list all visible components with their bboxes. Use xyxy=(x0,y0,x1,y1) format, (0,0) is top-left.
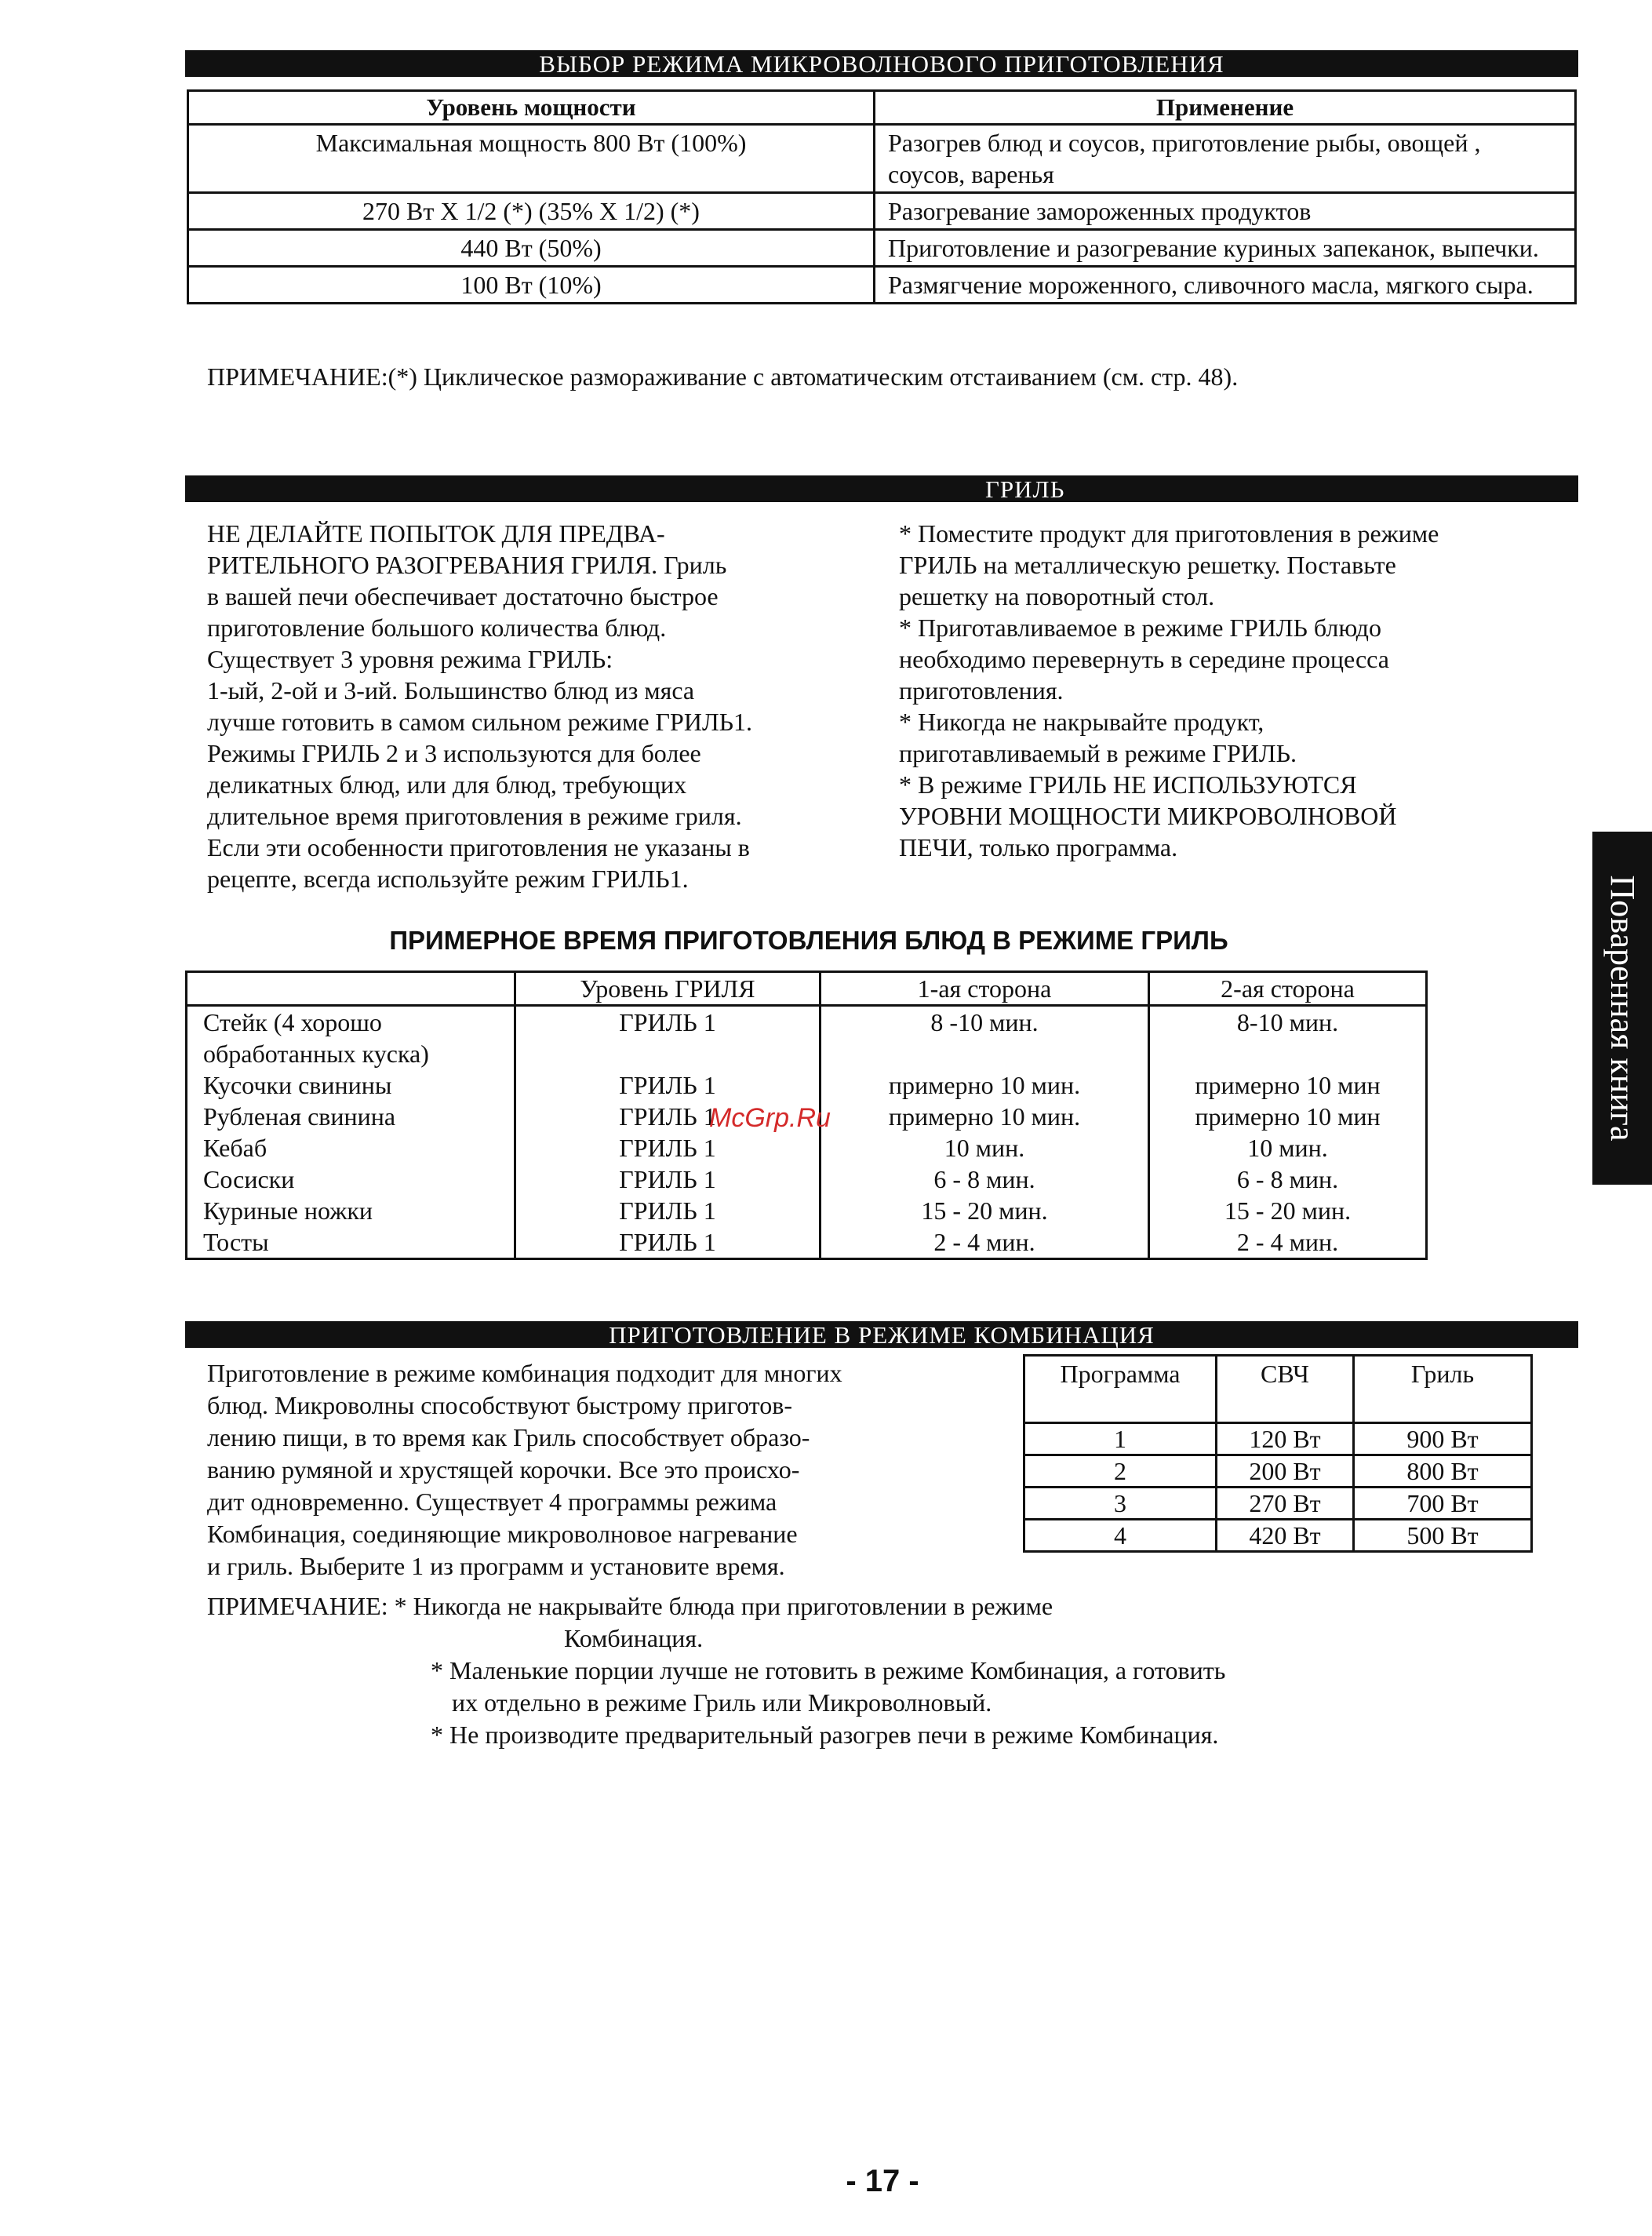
table-cell: примерно 10 мин. xyxy=(821,1069,1149,1101)
table-cell: Рубленая свинина xyxy=(187,1101,515,1132)
table-cell: ГРИЛЬ 1 xyxy=(515,1132,821,1164)
table-cell: 1 xyxy=(1024,1423,1217,1455)
table-cell: обработанных куска) xyxy=(187,1038,515,1069)
text-line: НЕ ДЕЛАЙТЕ ПОПЫТОК ДЛЯ ПРЕДВА- xyxy=(207,519,665,548)
table-row xyxy=(188,125,1576,193)
grill-section-title xyxy=(185,475,1578,502)
table-header: 2-ая сторона xyxy=(1149,972,1427,1006)
table-cell: 270 Вт X 1/2 (*) (35% X 1/2) (*) xyxy=(188,193,875,230)
table-row xyxy=(187,1195,1427,1226)
table-header: Уровень мощности xyxy=(188,91,875,125)
text-line: УРОВНИ МОЩНОСТИ МИКРОВОЛНОВОЙ xyxy=(899,802,1397,830)
text-line: Режимы ГРИЛЬ 2 и 3 используются для более xyxy=(207,739,701,767)
table-cell: 15 - 20 мин. xyxy=(821,1195,1149,1226)
table-row xyxy=(1024,1455,1532,1488)
table-cell: 10 мин. xyxy=(821,1132,1149,1164)
table-cell: 8-10 мин. xyxy=(1149,1006,1427,1039)
combo-description xyxy=(207,1357,992,1582)
table-cell: 440 Вт (50%) xyxy=(188,230,875,267)
table-cell: 420 Вт xyxy=(1217,1520,1354,1552)
table-cell: 100 Вт (10%) xyxy=(188,267,875,304)
table-cell: 900 Вт xyxy=(1354,1423,1532,1455)
text-line: Существует 3 уровня режима ГРИЛЬ: xyxy=(207,645,613,673)
text-line: и гриль. Выберите 1 из программ и установите время. xyxy=(207,1552,785,1580)
table-cell: Кебаб xyxy=(187,1132,515,1164)
table-cell xyxy=(1149,1038,1427,1069)
table-cell: 800 Вт xyxy=(1354,1455,1532,1488)
table-header: Программа xyxy=(1024,1356,1217,1423)
table-cell xyxy=(515,1038,821,1069)
table-cell: ГРИЛЬ 1 xyxy=(515,1195,821,1226)
table-header: СВЧ xyxy=(1217,1356,1354,1423)
table-row xyxy=(188,193,1576,230)
text-line: приготовление большого количества блюд. xyxy=(207,614,667,642)
table-row xyxy=(187,1226,1427,1259)
grill-right-column xyxy=(899,518,1558,863)
note-line: Комбинация. xyxy=(564,1624,704,1652)
text-line: приготовления. xyxy=(899,676,1064,705)
text-line: деликатных блюд, или для блюд, требующих xyxy=(207,770,687,799)
table-header: Уровень ГРИЛЯ xyxy=(515,972,821,1006)
table-cell: 2 xyxy=(1024,1455,1217,1488)
grill-section-label: ГРИЛЬ xyxy=(985,475,1065,503)
text-line: необходимо перевернуть в середине процесса xyxy=(899,645,1389,673)
table-cell: 200 Вт xyxy=(1217,1455,1354,1488)
table-cell: 8 -10 мин. xyxy=(821,1006,1149,1039)
text-line: ГРИЛЬ на металлическую решетку. Поставьте xyxy=(899,551,1396,579)
table-row xyxy=(187,1069,1427,1101)
table-row xyxy=(1024,1488,1532,1520)
text-line: рецепте, всегда используйте режим ГРИЛЬ1. xyxy=(207,865,689,893)
table-cell: 120 Вт xyxy=(1217,1423,1354,1455)
table-cell: Размягчение мороженного, сливочного масла, мягкого сыра. xyxy=(875,267,1576,304)
text-line: Если эти особенности приготовления не указаны в xyxy=(207,833,750,861)
text-line: решетку на поворотный стол. xyxy=(899,582,1215,610)
table-row xyxy=(1024,1520,1532,1552)
watermark: McGrp.Ru xyxy=(709,1103,831,1133)
grill-left-column xyxy=(207,518,882,894)
table-cell: ГРИЛЬ 1 xyxy=(515,1164,821,1195)
combo-section-title: ПРИГОТОВЛЕНИЕ В РЕЖИМЕ КОМБИНАЦИЯ xyxy=(185,1321,1578,1348)
side-tab xyxy=(1592,832,1652,1185)
text-line: длительное время приготовления в режиме гриля. xyxy=(207,802,742,830)
note-line: * Не производите предварительный разогрев печи в режиме Комбинация. xyxy=(431,1721,1219,1749)
table-cell: Тосты xyxy=(187,1226,515,1259)
table-cell: Приготовление и разогревание куриных запеканок, выпечки. xyxy=(875,230,1576,267)
power-level-table xyxy=(187,89,1577,304)
table-cell: Стейк (4 хорошо xyxy=(187,1006,515,1039)
table-cell: ГРИЛЬ 1 xyxy=(515,1226,821,1259)
table-cell: примерно 10 мин. xyxy=(821,1101,1149,1132)
table-cell: ГРИЛЬ 1 xyxy=(515,1006,821,1039)
text-line: ванию румяной и хрустящей корочки. Все это происхо- xyxy=(207,1455,800,1484)
table-cell: примерно 10 мин xyxy=(1149,1101,1427,1132)
table-cell: 4 xyxy=(1024,1520,1217,1552)
table-cell: Куриные ножки xyxy=(187,1195,515,1226)
text-line: лучше готовить в самом сильном режиме ГРИЛЬ1. xyxy=(207,708,753,736)
grill-table-title: ПРИМЕРНОЕ ВРЕМЯ ПРИГОТОВЛЕНИЯ БЛЮД В РЕЖИМЕ ГРИЛЬ xyxy=(389,926,1228,955)
table-cell: 6 - 8 мин. xyxy=(1149,1164,1427,1195)
combo-program-table xyxy=(1023,1354,1533,1553)
table-row xyxy=(187,1164,1427,1195)
table-cell: 10 мин. xyxy=(1149,1132,1427,1164)
table-cell: примерно 10 мин xyxy=(1149,1069,1427,1101)
table-cell: 2 - 4 мин. xyxy=(1149,1226,1427,1259)
note-line: ПРИМЕЧАНИЕ: * Никогда не накрывайте блюда при приготовлении в режиме xyxy=(207,1592,1053,1620)
table-cell: 15 - 20 мин. xyxy=(1149,1195,1427,1226)
text-line: * Приготавливаемое в режиме ГРИЛЬ блюдо xyxy=(899,614,1381,642)
table-cell: 700 Вт xyxy=(1354,1488,1532,1520)
table-row xyxy=(187,1132,1427,1164)
table-header xyxy=(187,972,515,1006)
table-cell: Разогрев блюд и соусов, приготовление рыбы, овощей , соусов, варенья xyxy=(875,125,1576,193)
text-line: Комбинация, соединяющие микроволновое нагревание xyxy=(207,1520,798,1548)
text-line: дит одновременно. Существует 4 программы режима xyxy=(207,1488,777,1516)
text-line: * Никогда не накрывайте продукт, xyxy=(899,708,1264,736)
table-header: 1-ая сторона xyxy=(821,972,1149,1006)
table-row xyxy=(187,1006,1427,1039)
table-cell: Максимальная мощность 800 Вт (100%) xyxy=(188,125,875,193)
table-cell: 3 xyxy=(1024,1488,1217,1520)
table-cell: 6 - 8 мин. xyxy=(821,1164,1149,1195)
note-line: * Маленькие порции лучше не готовить в режиме Комбинация, а готовить xyxy=(431,1656,1226,1684)
combo-notes xyxy=(207,1590,1541,1751)
table-cell: Кусочки свинины xyxy=(187,1069,515,1101)
table-row xyxy=(188,230,1576,267)
table-cell: ГРИЛЬ 1 xyxy=(515,1101,821,1132)
text-line: ПЕЧИ, только программа. xyxy=(899,833,1178,861)
text-line: блюд. Микроволны способствуют быстрому приготов- xyxy=(207,1391,792,1419)
side-tab-label: Поваренная книга xyxy=(1603,875,1642,1142)
text-line: * Поместите продукт для приготовления в режиме xyxy=(899,519,1439,548)
table-cell: 500 Вт xyxy=(1354,1520,1532,1552)
text-line: лению пищи, в то время как Гриль способствует образо- xyxy=(207,1423,810,1451)
page-number: - 17 - xyxy=(846,2164,919,2198)
note-line: их отдельно в режиме Гриль или Микроволновый. xyxy=(452,1688,992,1717)
text-line: 1-ый, 2-ой и 3-ий. Большинство блюд из мяса xyxy=(207,676,695,705)
table-header: Применение xyxy=(875,91,1576,125)
table-cell: ГРИЛЬ 1 xyxy=(515,1069,821,1101)
table-header: Гриль xyxy=(1354,1356,1532,1423)
table-cell: 270 Вт xyxy=(1217,1488,1354,1520)
table-row xyxy=(1024,1423,1532,1455)
text-line: Приготовление в режиме комбинация подходит для многих xyxy=(207,1359,842,1387)
power-note: ПРИМЕЧАНИЕ:(*) Циклическое размораживание с автоматическим отстаиванием (см. стр. 48). xyxy=(207,362,1239,391)
table-cell xyxy=(821,1038,1149,1069)
table-row xyxy=(187,1038,1427,1069)
text-line: приготавливаемый в режиме ГРИЛЬ. xyxy=(899,739,1297,767)
table-cell: Сосиски xyxy=(187,1164,515,1195)
microwave-section-title: ВЫБОР РЕЖИМА МИКРОВОЛНОВОГО ПРИГОТОВЛЕНИЯ xyxy=(185,50,1578,77)
table-row xyxy=(188,267,1576,304)
table-cell: Разогревание замороженных продуктов xyxy=(875,193,1576,230)
text-line: в вашей печи обеспечивает достаточно быстрое xyxy=(207,582,719,610)
table-cell: 2 - 4 мин. xyxy=(821,1226,1149,1259)
text-line: РИТЕЛЬНОГО РАЗОГРЕВАНИЯ ГРИЛЯ. Гриль xyxy=(207,551,727,579)
text-line: * В режиме ГРИЛЬ НЕ ИСПОЛЬЗУЮТСЯ xyxy=(899,770,1357,799)
